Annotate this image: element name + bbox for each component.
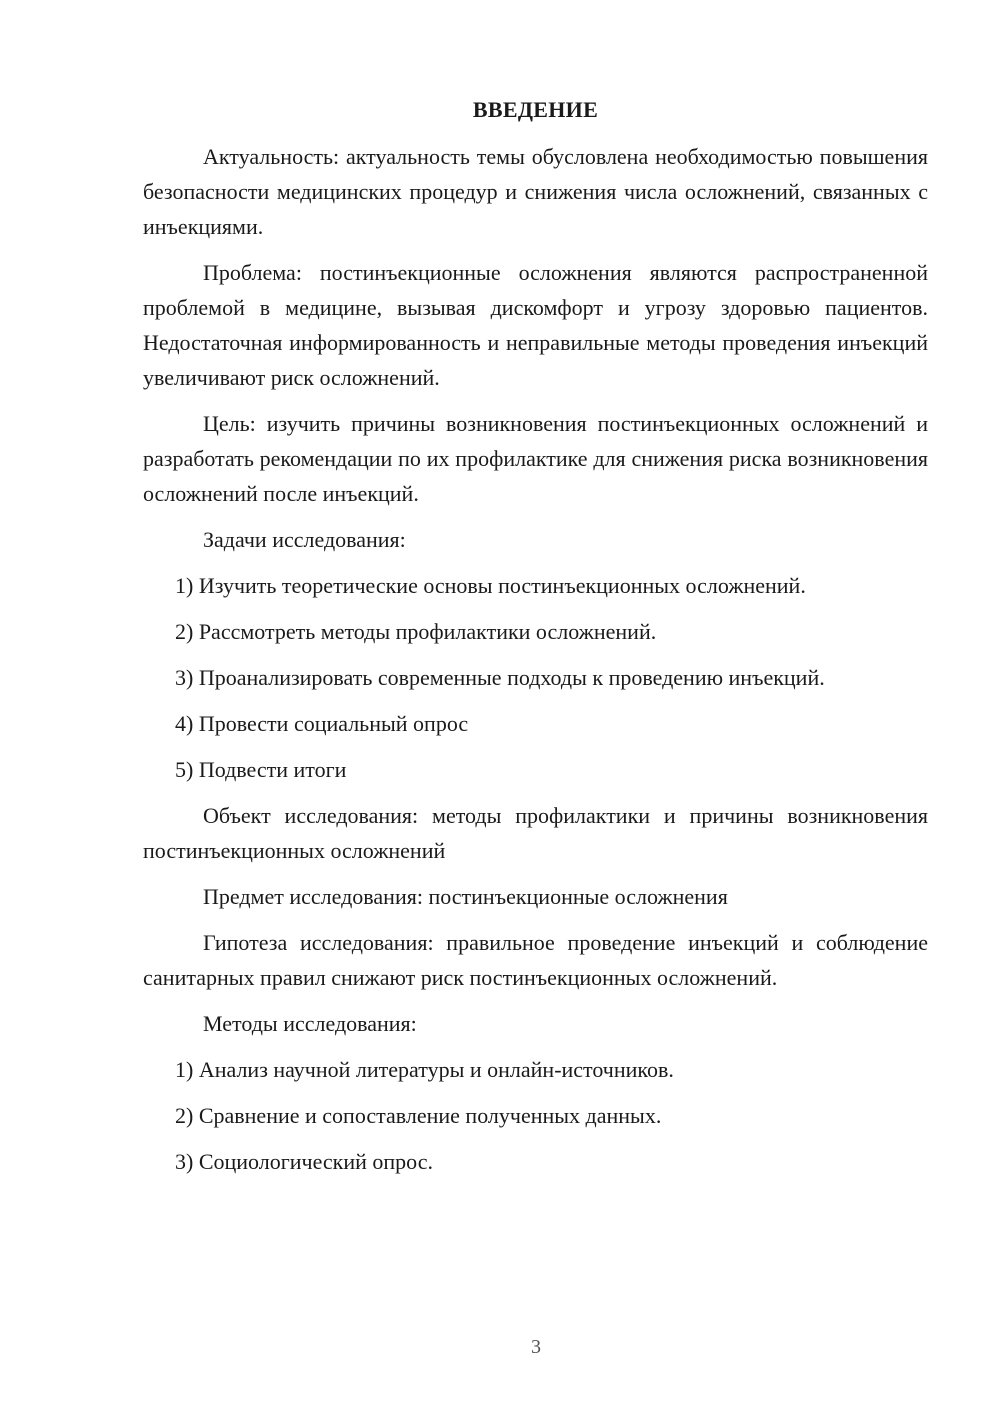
subject-paragraph: Предмет исследования: постинъекционные осложнения <box>203 884 728 909</box>
methods-list <box>143 1052 928 1179</box>
list-item: 4) Провести социальный опрос <box>175 711 469 736</box>
list-item: 2) Рассмотреть методы профилактики осложнений. <box>175 619 657 644</box>
list-item: 5) Подвести итоги <box>175 757 347 782</box>
object-paragraph: Объект исследования: методы профилактики и причины возникновения постинъекционных осложнений <box>143 803 928 863</box>
list-item: 2) Сравнение и сопоставление полученных данных. <box>175 1103 662 1128</box>
page-content <box>143 92 928 1190</box>
tasks-list <box>143 568 928 787</box>
problem-paragraph: Проблема: постинъекционные осложнения являются распространенной проблемой в медицине, вызывая дискомфорт и угрозу здоровью пациентов. Недостаточная информированность и неправильные методы проведения инъекций увеличивают риск осложнений. <box>143 260 928 390</box>
list-item: 3) Проанализировать современные подходы к проведению инъекций. <box>175 665 825 690</box>
relevance-paragraph: Актуальность: актуальность темы обусловлена необходимостью повышения безопасности медицинских процедур и снижения числа осложнений, связанных с инъекциями. <box>143 144 928 239</box>
goal-paragraph: Цель: изучить причины возникновения постинъекционных осложнений и разработать рекомендации по их профилактике для снижения риска возникновения осложнений после инъекций. <box>143 411 928 506</box>
list-item: 1) Изучить теоретические основы постинъекционных осложнений. <box>175 573 806 598</box>
section-heading: ВВЕДЕНИЕ <box>472 97 599 122</box>
list-item: 1) Анализ научной литературы и онлайн-источников. <box>175 1057 674 1082</box>
list-item: 3) Социологический опрос. <box>175 1149 433 1174</box>
methods-title: Методы исследования: <box>203 1011 417 1036</box>
page-number: 3 <box>531 1336 541 1358</box>
tasks-title: Задачи исследования: <box>203 527 406 552</box>
hypothesis-paragraph: Гипотеза исследования: правильное проведение инъекций и соблюдение санитарных правил снижают риск постинъекционных осложнений. <box>143 930 928 990</box>
